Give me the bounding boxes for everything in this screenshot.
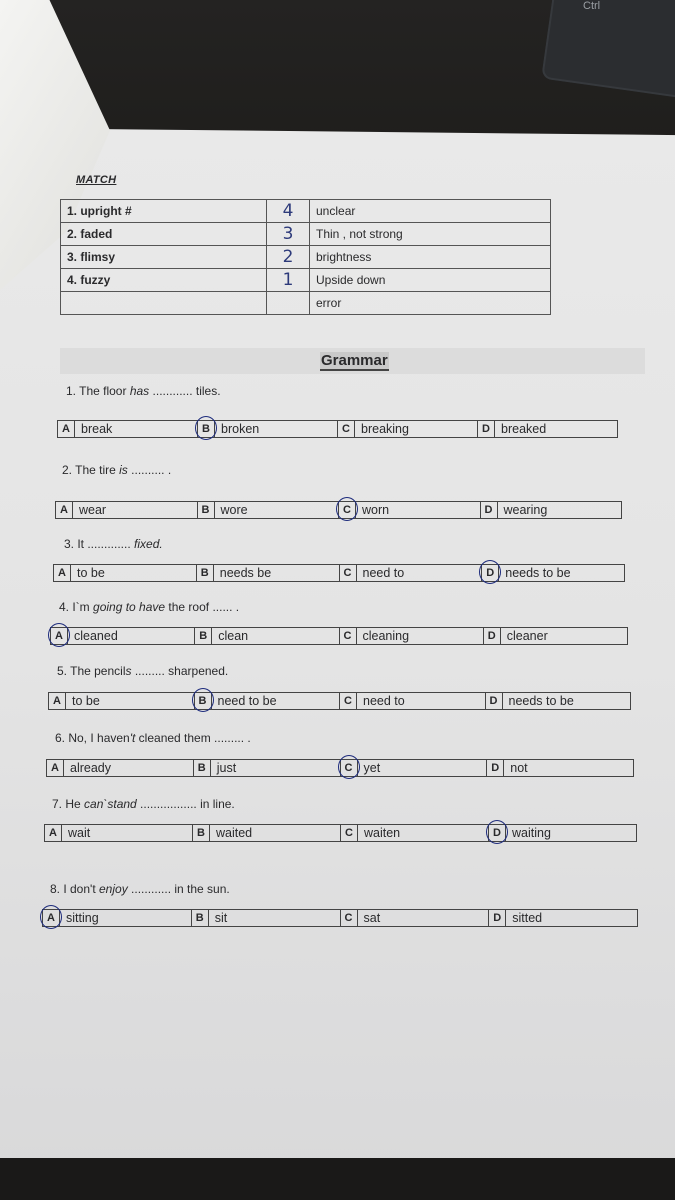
- match-meaning: Upside down: [310, 269, 551, 292]
- question-suffix: .......... .: [127, 463, 172, 477]
- option-letter: B: [198, 502, 215, 518]
- option-letter: D: [489, 910, 506, 926]
- option-text: breaking: [361, 422, 409, 436]
- option-text: worn: [362, 503, 390, 517]
- question-italic: has: [129, 384, 150, 398]
- option-text: not: [510, 761, 528, 775]
- option-b[interactable]: [194, 693, 340, 709]
- question-text: [62, 463, 171, 477]
- option-text: sit: [214, 911, 228, 925]
- answer-options: [42, 909, 638, 927]
- option-c[interactable]: [339, 565, 482, 581]
- question-italic: enjoy: [99, 882, 128, 896]
- option-c[interactable]: [337, 421, 477, 437]
- answer-options: [55, 501, 622, 519]
- option-b[interactable]: [197, 502, 339, 518]
- option-letter: D: [489, 825, 506, 841]
- option-d[interactable]: [481, 565, 624, 581]
- option-a[interactable]: [56, 502, 197, 518]
- handwritten-answer: 3: [267, 223, 310, 246]
- option-text: waiting: [512, 826, 551, 840]
- match-meaning: brightness: [310, 246, 551, 269]
- option-d[interactable]: [486, 760, 633, 776]
- question-italic: going to have: [93, 600, 166, 614]
- option-text: to be: [77, 566, 105, 580]
- answer-options: [50, 627, 628, 645]
- question-prefix: 7. He: [52, 797, 85, 811]
- option-b[interactable]: [191, 910, 340, 926]
- answer-options: [53, 564, 625, 582]
- option-letter: A: [54, 565, 71, 581]
- option-letter: C: [341, 910, 358, 926]
- option-text: cleaned: [74, 629, 118, 643]
- option-text: needs to be: [508, 694, 574, 708]
- option-a[interactable]: [54, 565, 196, 581]
- option-a[interactable]: [51, 628, 194, 644]
- option-letter: A: [45, 825, 62, 841]
- option-text: waiten: [364, 826, 401, 840]
- answer-options: [48, 692, 631, 710]
- option-letter: B: [194, 760, 211, 776]
- option-letter: C: [340, 693, 357, 709]
- question-text: [50, 882, 230, 896]
- option-text: clean: [218, 629, 249, 643]
- option-text: to be: [72, 694, 100, 708]
- question-suffix: ............ tiles.: [149, 384, 221, 398]
- match-row: [61, 269, 551, 292]
- option-b[interactable]: [192, 825, 340, 841]
- option-c[interactable]: [338, 502, 480, 518]
- option-letter: C: [340, 628, 357, 644]
- option-text: cleaning: [362, 629, 410, 643]
- option-text: needs be: [219, 566, 272, 580]
- option-text: already: [70, 761, 111, 775]
- option-text: broken: [221, 422, 260, 436]
- option-text: need to: [362, 566, 405, 580]
- option-a[interactable]: [47, 760, 193, 776]
- option-c[interactable]: [339, 628, 483, 644]
- option-a[interactable]: [43, 910, 191, 926]
- option-d[interactable]: [488, 910, 637, 926]
- match-row: [61, 200, 551, 223]
- question-italic: is: [119, 463, 128, 477]
- question-text: [64, 537, 163, 551]
- option-text: wear: [79, 503, 107, 517]
- option-text: wait: [68, 826, 91, 840]
- question-text: [52, 797, 235, 811]
- option-a[interactable]: [49, 693, 194, 709]
- match-meaning: Thin , not strong: [310, 223, 551, 246]
- option-b[interactable]: [197, 421, 337, 437]
- option-b[interactable]: [193, 760, 340, 776]
- question-prefix: 1. The floor: [66, 384, 130, 398]
- option-letter: B: [198, 421, 215, 437]
- match-word: 3. flimsy: [61, 246, 267, 269]
- match-meaning: unclear: [310, 200, 551, 223]
- handwritten-answer: 4: [267, 200, 310, 223]
- handwritten-answer: 1: [267, 269, 310, 292]
- question-suffix: ............ in the sun.: [127, 882, 230, 896]
- option-letter: D: [487, 760, 504, 776]
- option-letter: B: [192, 910, 209, 926]
- option-d[interactable]: [477, 421, 617, 437]
- option-text: wearing: [503, 503, 548, 517]
- option-text: sitted: [512, 911, 543, 925]
- question-prefix: 8. I don't: [50, 882, 99, 896]
- match-table: [60, 199, 551, 315]
- match-meaning: error: [310, 292, 551, 315]
- option-letter: B: [197, 565, 214, 581]
- match-word: [61, 292, 267, 315]
- option-text: needs to be: [505, 566, 571, 580]
- option-letter: C: [341, 760, 358, 776]
- option-letter: C: [341, 825, 358, 841]
- option-letter: A: [58, 421, 75, 437]
- option-d[interactable]: [488, 825, 636, 841]
- question-suffix: ......... sharpened.: [131, 664, 229, 678]
- option-d[interactable]: [485, 693, 631, 709]
- match-row: [61, 223, 551, 246]
- option-text: cleaner: [506, 629, 548, 643]
- question-text: [57, 664, 228, 678]
- option-letter: C: [338, 421, 355, 437]
- option-text: sat: [363, 911, 381, 925]
- question-italic: 't: [129, 731, 136, 745]
- option-c[interactable]: [340, 760, 487, 776]
- option-letter: D: [486, 693, 503, 709]
- option-c[interactable]: [339, 693, 485, 709]
- ctrl-key-label: Ctrl: [583, 0, 601, 12]
- option-letter: A: [56, 502, 73, 518]
- option-a[interactable]: [58, 421, 197, 437]
- option-d[interactable]: [483, 628, 627, 644]
- question-text: [59, 600, 239, 614]
- question-text: [66, 384, 221, 398]
- option-letter: B: [195, 693, 212, 709]
- option-text: breaked: [501, 422, 547, 436]
- question-italic: can`stand: [84, 797, 137, 811]
- option-letter: A: [49, 693, 66, 709]
- question-suffix: cleaned them ......... .: [135, 731, 251, 745]
- option-letter: C: [340, 565, 357, 581]
- grammar-title: Grammar: [321, 352, 388, 369]
- option-letter: B: [193, 825, 210, 841]
- match-word: 1. upright #: [61, 200, 267, 223]
- option-c[interactable]: [340, 910, 489, 926]
- match-word: 2. faded: [61, 223, 267, 246]
- desk-bottom: [0, 1158, 675, 1200]
- match-section-title: MATCH: [76, 174, 117, 186]
- option-letter: C: [339, 502, 356, 518]
- option-a[interactable]: [45, 825, 192, 841]
- option-text: break: [81, 422, 113, 436]
- option-c[interactable]: [340, 825, 488, 841]
- option-letter: A: [43, 910, 60, 926]
- question-prefix: 6. No, I haven: [55, 731, 130, 745]
- question-prefix: 5. The pencil: [57, 664, 126, 678]
- option-text: need to: [363, 694, 405, 708]
- option-letter: D: [484, 628, 501, 644]
- answer-options: [57, 420, 618, 438]
- question-text: [55, 731, 251, 745]
- match-row: [61, 246, 551, 269]
- handwritten-answer: 2: [267, 246, 310, 269]
- question-prefix: 2. The tire: [62, 463, 120, 477]
- answer-options: [44, 824, 637, 842]
- question-italic: s: [125, 664, 132, 678]
- option-d[interactable]: [480, 502, 622, 518]
- option-letter: B: [195, 628, 212, 644]
- answer-options: [46, 759, 634, 777]
- handwritten-answer: [267, 292, 310, 315]
- option-letter: A: [51, 628, 68, 644]
- option-letter: A: [47, 760, 64, 776]
- match-word: 4. fuzzy: [61, 269, 267, 292]
- option-text: sitting: [66, 911, 99, 925]
- match-row: [61, 292, 551, 315]
- option-letter: D: [482, 565, 499, 581]
- option-text: just: [216, 761, 237, 775]
- question-suffix: the roof ...... .: [165, 600, 240, 614]
- question-suffix: ................. in line.: [136, 797, 235, 811]
- option-letter: D: [478, 421, 495, 437]
- question-prefix: 4. I`m: [59, 600, 94, 614]
- option-letter: D: [481, 502, 498, 518]
- option-b[interactable]: [194, 628, 338, 644]
- option-text: yet: [363, 761, 381, 775]
- question-italic: fixed.: [134, 537, 163, 551]
- question-prefix: 3. It .............: [64, 537, 135, 551]
- option-b[interactable]: [196, 565, 339, 581]
- option-text: wore: [220, 503, 248, 517]
- option-text: waited: [216, 826, 253, 840]
- option-text: need to be: [217, 694, 277, 708]
